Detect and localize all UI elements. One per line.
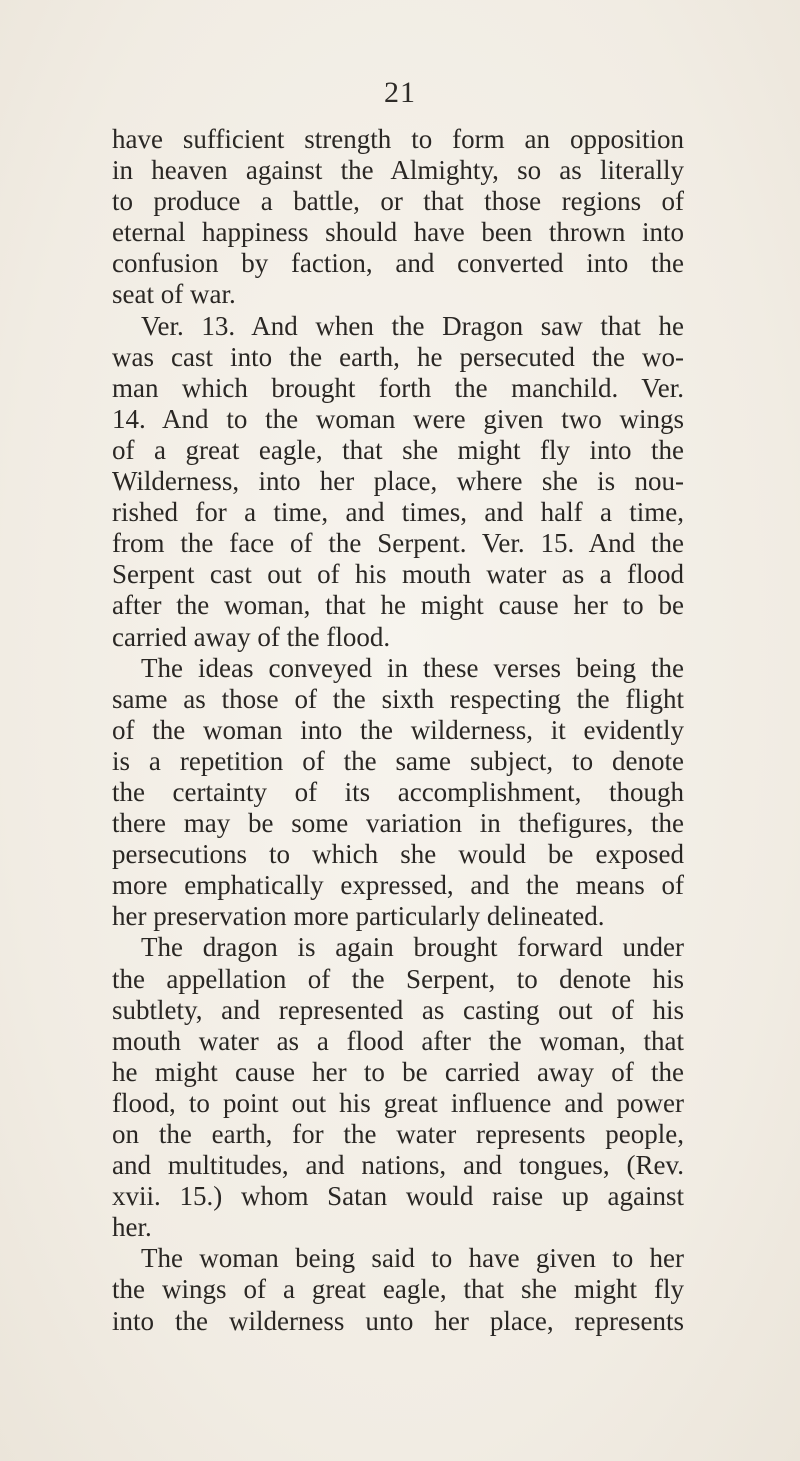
text-line: mouth water as a flood after the woman, that	[112, 1025, 684, 1056]
text-line: more emphatically expressed, and the means of	[112, 870, 684, 901]
text-line: the wings of a great eagle, that she might fly	[112, 1274, 684, 1305]
text-line: subtlety, and represented as casting out of his	[112, 994, 684, 1025]
text-line: is a repetition of the same subject, to denote	[112, 745, 684, 776]
text-line: 14. And to the woman were given two wings	[112, 403, 684, 434]
text-line: persecutions to which she would be exposed	[112, 839, 684, 870]
text-line: same as those of the sixth respecting the flight	[112, 683, 684, 714]
text-line: on the earth, for the water represents people,	[112, 1119, 684, 1149]
text-line: seat of war.	[112, 279, 236, 310]
text-line: man which brought forth the manchild. Ver.	[112, 372, 684, 403]
text-line: of a great eagle, that she might fly into the	[112, 434, 684, 465]
text-line: Serpent cast out of his mouth water as a flood	[112, 559, 684, 590]
text-line: confusion by faction, and converted into the	[112, 248, 684, 279]
text-line: he might cause her to be carried away of the	[112, 1056, 684, 1087]
text-line: Wilderness, into her place, where she is nou-	[112, 466, 684, 497]
text-line: eternal happiness should have been thrown into	[112, 217, 684, 248]
text-line: after the woman, that he might cause her to be	[112, 590, 684, 621]
text-line: carried away of the flood.	[112, 621, 391, 652]
text-line: Ver. 13. And when the Dragon saw that he	[141, 310, 684, 341]
text-line: The ideas conveyed in these verses being the	[141, 652, 684, 683]
text-line: The dragon is again brought forward under	[141, 932, 684, 963]
text-line: rished for a time, and times, and half a time,	[112, 497, 684, 528]
text-line: the certainty of its accomplishment, though	[112, 776, 684, 807]
text-line: xvii. 15.) whom Satan would raise up against	[112, 1181, 684, 1212]
text-line: there may be some variation in thefigures, the	[112, 808, 684, 839]
text-line: The woman being said to have given to her	[141, 1243, 684, 1274]
page-number: 21	[384, 76, 416, 109]
text-line: to produce a battle, or that those regions of	[112, 186, 684, 217]
body-text	[112, 124, 684, 1337]
text-line: in heaven against the Almighty, so as literally	[112, 155, 684, 186]
text-line: her.	[112, 1212, 152, 1243]
text-line: was cast into the earth, he persecuted the wo-	[112, 341, 684, 372]
text-line: the appellation of the Serpent, to denote his	[112, 963, 684, 994]
text-line: and multitudes, and nations, and tongues, (Rev.	[112, 1150, 684, 1181]
text-line: into the wilderness unto her place, represents	[112, 1305, 684, 1336]
text-line: of the woman into the wilderness, it evidently	[112, 714, 684, 745]
text-line: have sufficient strength to form an opposition	[112, 124, 684, 154]
text-line: flood, to point out his great influence and power	[112, 1087, 684, 1118]
text-line: from the face of the Serpent. Ver. 15. And the	[112, 528, 684, 559]
text-line: her preservation more particularly delineated.	[112, 901, 605, 932]
